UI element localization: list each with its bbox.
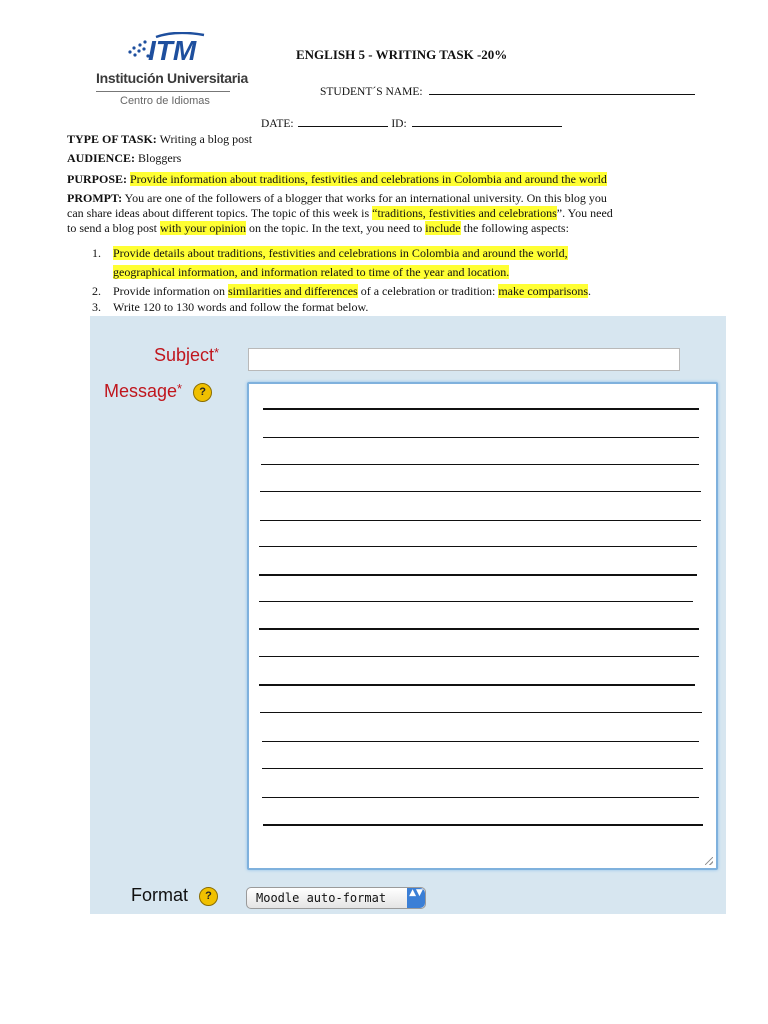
type-of-task-line (67, 132, 252, 147)
help-icon[interactable]: ? (199, 887, 218, 906)
writing-line (260, 712, 702, 713)
audience-line (67, 151, 181, 166)
prompt-line-3a: to send a blog post (67, 221, 160, 235)
writing-line (259, 628, 699, 630)
logo-institution-name: Institución Universitaria (96, 70, 248, 86)
writing-line (261, 464, 699, 465)
writing-line (263, 437, 699, 438)
prompt-label: PROMPT: (67, 191, 123, 205)
prompt-include-highlight: include (425, 221, 461, 235)
itm-logo-mark (126, 32, 211, 66)
required-asterisk: * (177, 381, 183, 396)
prompt-line-1: You are one of the followers of a blogger that works for an international university. On this blog you (124, 191, 607, 205)
writing-line (262, 797, 699, 798)
required-asterisk: * (214, 345, 220, 360)
type-label: TYPE OF TASK: (67, 132, 157, 146)
format-label: Format ? (131, 885, 218, 906)
resize-grip-icon[interactable] (705, 857, 713, 865)
student-name-blank (429, 84, 695, 95)
svg-text:ITM: ITM (148, 35, 197, 66)
type-value: Writing a blog post (159, 132, 253, 146)
id-blank (412, 116, 562, 127)
purpose-label: PURPOSE: (67, 172, 127, 186)
writing-line (260, 520, 701, 521)
list-number-3: 3. (92, 300, 101, 314)
writing-line (259, 656, 699, 657)
writing-line (259, 601, 693, 602)
date-id-row (261, 116, 562, 130)
writing-line (259, 574, 697, 576)
writing-line (259, 684, 695, 686)
id-label: ID: (391, 118, 407, 130)
list-item-1-line-2: geographical information, and information related to time of the year and location. (113, 265, 510, 279)
purpose-value: Provide information about traditions, festivities and celebrations in Colombia and around the world (130, 172, 607, 186)
list-number-1: 1. (92, 246, 101, 260)
moodle-form-panel (90, 316, 726, 914)
message-textarea[interactable] (247, 382, 718, 870)
select-arrows-icon: ▲▼ (407, 888, 425, 908)
writing-line (260, 491, 701, 492)
prompt-opinion-highlight: with your opinion (160, 221, 246, 235)
list-number-2: 2. (92, 284, 101, 298)
writing-line (263, 824, 703, 826)
writing-line (262, 741, 699, 742)
student-name-row (320, 84, 695, 98)
list-item-3: Write 120 to 130 words and follow the format below. (113, 300, 369, 314)
logo-subtitle: Centro de Idiomas (120, 95, 210, 107)
writing-line (263, 408, 699, 410)
subject-label: Subject* (154, 345, 220, 365)
list-item-1-line-1: Provide details about traditions, festivities and celebrations in Colombia and around the world, (113, 246, 568, 260)
date-blank (298, 116, 388, 127)
prompt-line-3c: on the topic. In the text, you need to (246, 221, 426, 235)
prompt-topic-highlight: “traditions, festivities and celebrations (372, 206, 557, 220)
date-label: DATE: (261, 118, 294, 130)
prompt-line-3e: the following aspects: (460, 221, 569, 235)
prompt-line-2c: ”. You need (556, 206, 613, 220)
help-icon[interactable]: ? (193, 383, 212, 402)
audience-label: AUDIENCE: (67, 151, 136, 165)
subject-input[interactable] (248, 348, 680, 371)
prompt-line-2a: can share ideas about different topics. The topic of this week is (67, 206, 373, 220)
itm-logo (96, 32, 248, 112)
format-select[interactable] (246, 887, 426, 909)
logo-divider (96, 91, 230, 92)
message-label: Message* ? (104, 381, 212, 402)
audience-value: Bloggers (138, 151, 182, 165)
list-item-2: Provide information on similarities and differences of a celebration or tradition: make comparisons. (113, 284, 591, 298)
student-name-label: STUDENT´S NAME: (320, 86, 423, 98)
page-title: ENGLISH 5 - WRITING TASK -20% (296, 47, 508, 62)
format-select-value: Moodle auto-format (256, 891, 387, 905)
purpose-line (67, 172, 607, 187)
writing-line (259, 546, 697, 547)
writing-line (262, 768, 703, 769)
prompt-paragraph (67, 191, 707, 236)
